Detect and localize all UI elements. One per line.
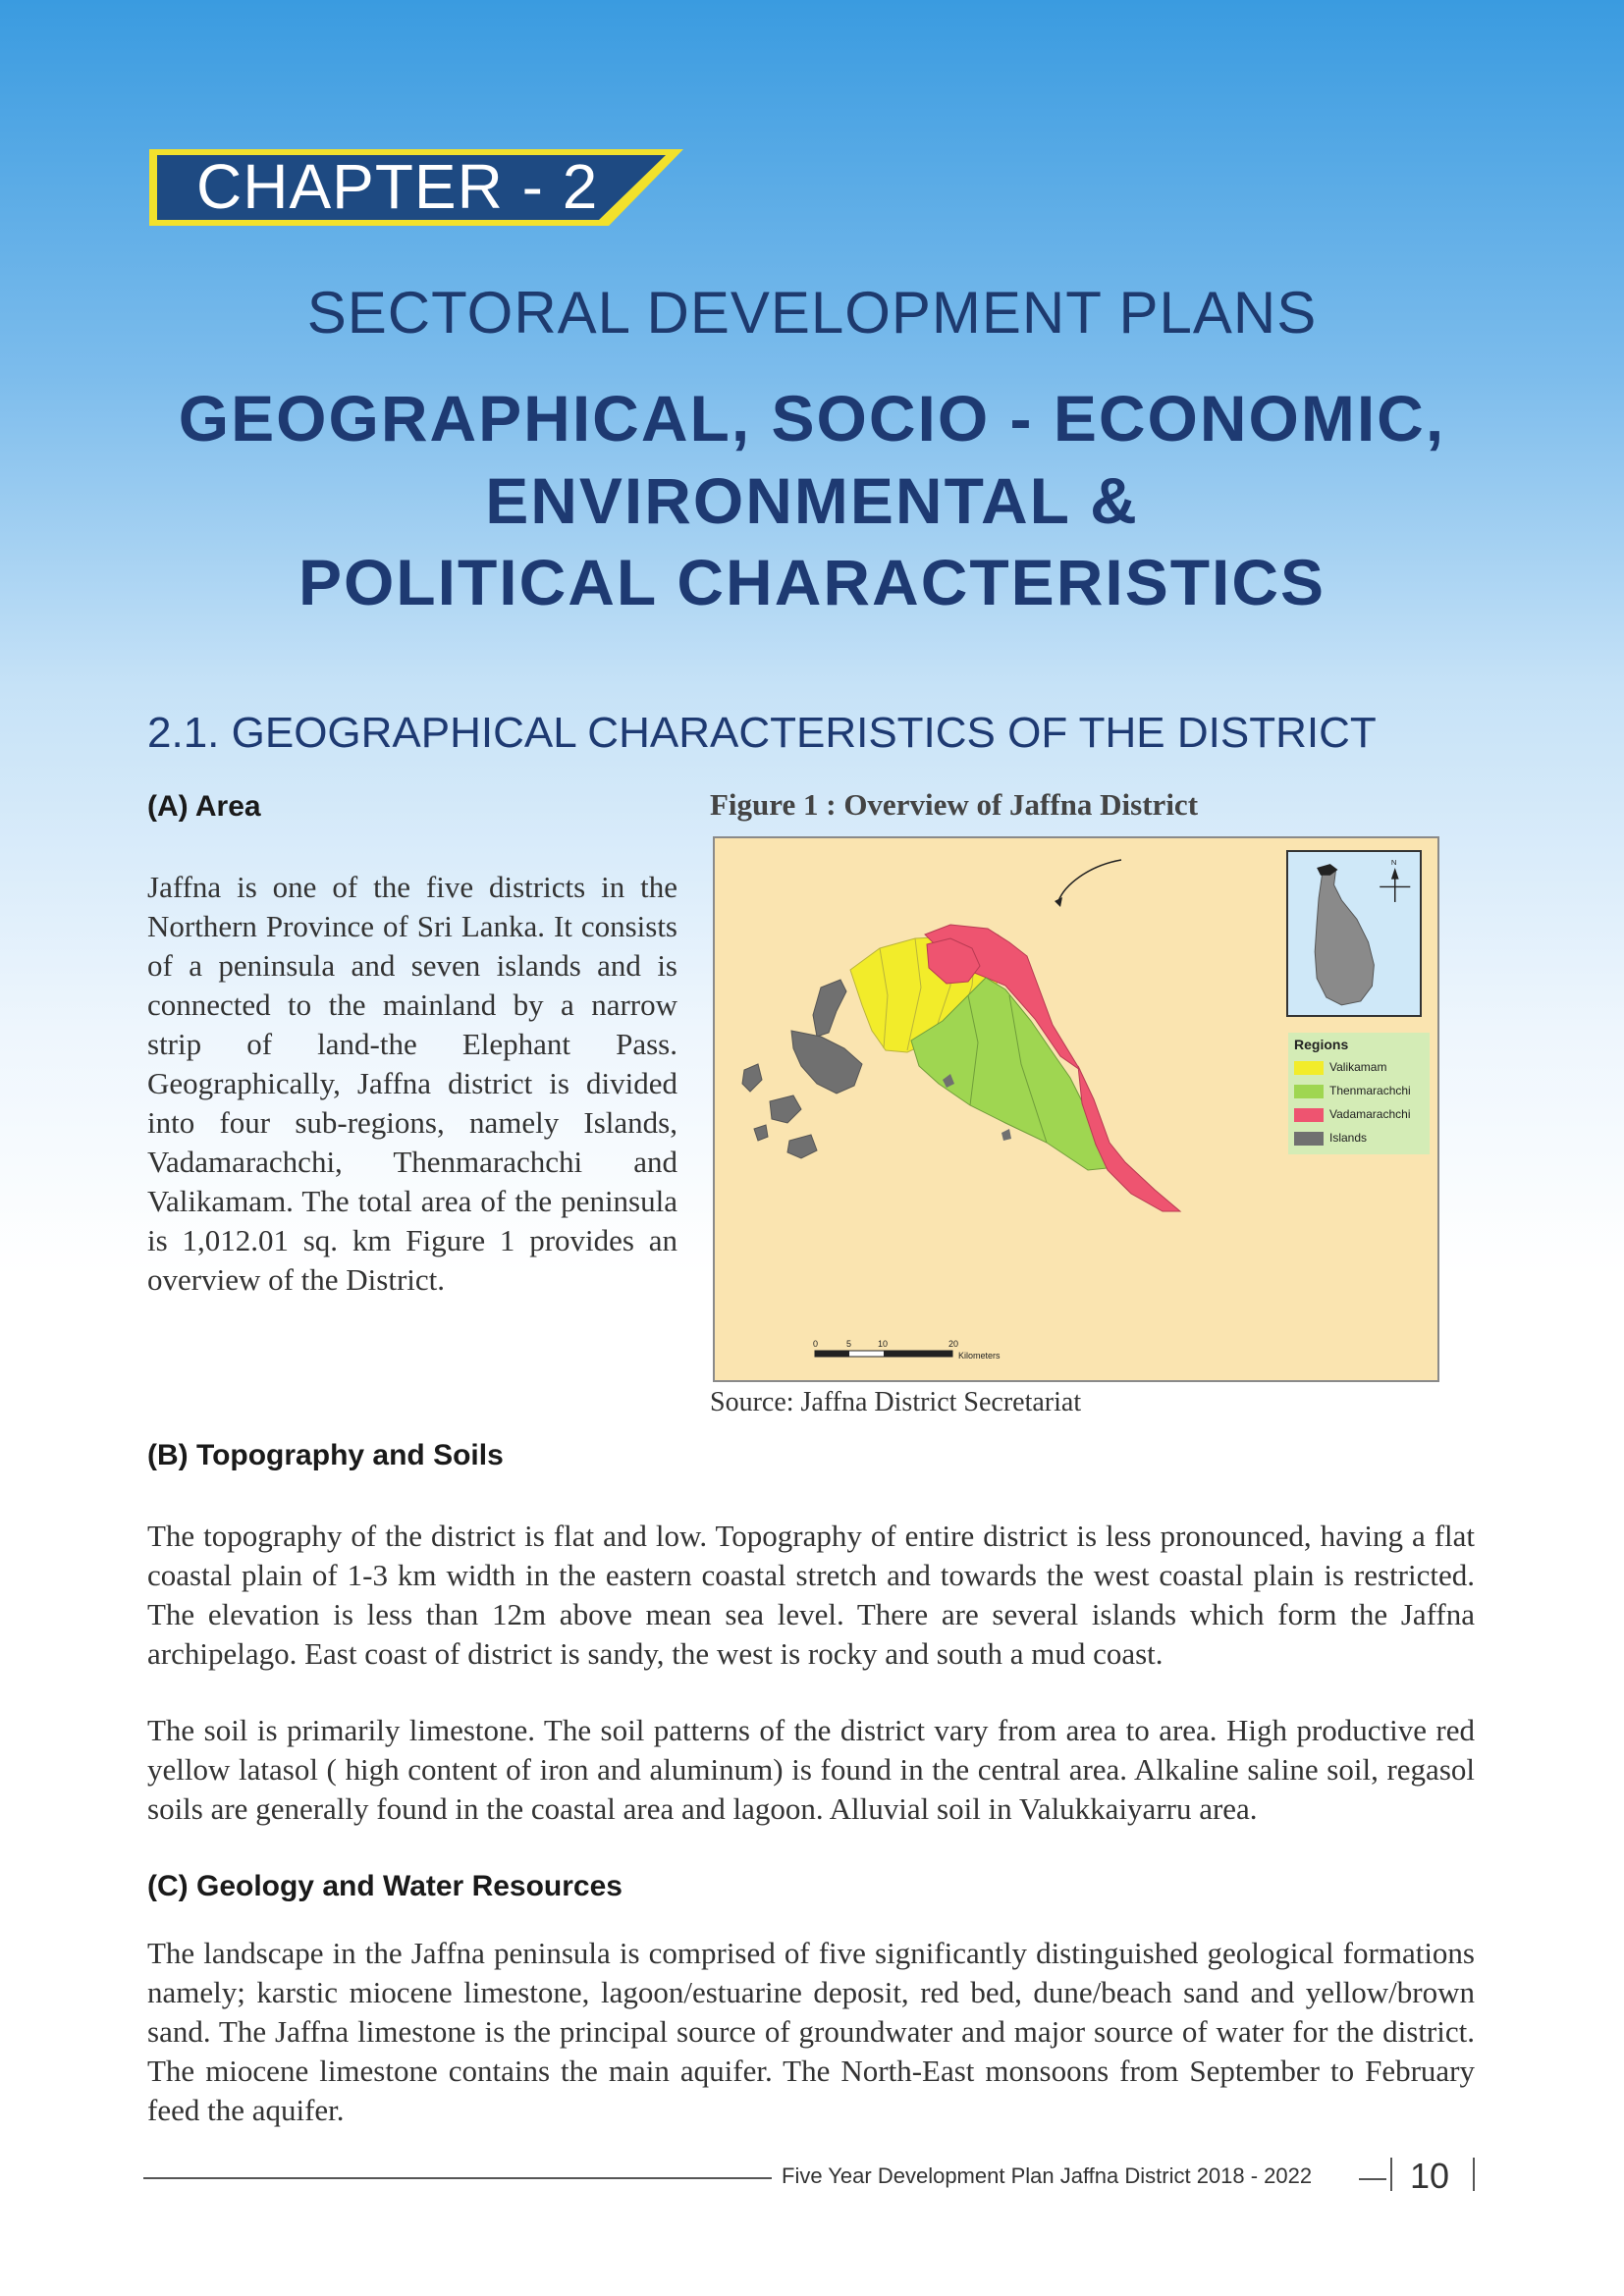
north-arrow-icon — [1391, 868, 1399, 880]
region-islands-5 — [787, 1135, 817, 1158]
geology-heading: (C) Geology and Water Resources — [147, 1870, 623, 1902]
footer-dash — [1359, 2178, 1386, 2180]
sri-lanka-shape — [1315, 870, 1374, 1005]
legend-item-valikamam — [1294, 1060, 1386, 1075]
legend-swatch — [1294, 1132, 1324, 1146]
footer-bar-right — [1473, 2158, 1475, 2191]
scale-unit: Kilometers — [958, 1351, 1001, 1361]
legend-swatch — [1294, 1108, 1324, 1122]
north-label: N — [1390, 858, 1397, 868]
legend-label: Vadamarachchi — [1329, 1107, 1411, 1121]
legend-label: Thenmarachchi — [1329, 1084, 1411, 1097]
region-islands-3 — [742, 1064, 762, 1092]
region-islands-2 — [791, 1031, 862, 1094]
region-islands — [813, 980, 846, 1037]
legend-title: Regions — [1294, 1037, 1349, 1052]
legend-item-thenmarachchi — [1294, 1084, 1411, 1098]
topography-paragraph-2: The soil is primarily limestone. The soil patterns of the district vary from area to area. High productive red yellow latasol ( high content of iron and aluminum) is found in the central area. Alkaline saline soil, regasol soils are generally found in the coastal area and lagoon. Alluvial soil in Valukkaiyarru area. — [147, 1713, 1475, 1826]
topography-heading: (B) Topography and Soils — [147, 1439, 504, 1471]
sectoral-title: SECTORAL DEVELOPMENT PLANS — [306, 280, 1318, 346]
legend-item-vadamarachchi — [1294, 1107, 1411, 1122]
inset-arrow-head — [1055, 897, 1062, 907]
footer-bar-left — [1390, 2158, 1392, 2191]
geology-paragraph: The landscape in the Jaffna peninsula is comprised of five significantly distinguished geological formations namely; karstic miocene limestone, lagoon/estuarine deposit, red bed, dune/beach sand and yellow/brown sand. The Jaffna limestone is the principal source of groundwater and major source of water for the district. The miocene limestone contains the main aquifer. The North-East monsoons from September to February feed the aquifer. — [147, 1936, 1475, 2127]
main-title-line-2: ENVIRONMENTAL & — [485, 464, 1139, 537]
scale-tick-20: 20 — [948, 1339, 959, 1349]
scale-tick-0: 0 — [813, 1339, 819, 1349]
legend-item-islands — [1294, 1131, 1367, 1146]
chapter-label: CHAPTER - 2 — [196, 151, 599, 222]
legend-swatch — [1294, 1061, 1324, 1075]
figure-caption: Figure 1 : Overview of Jaffna District — [710, 787, 1199, 822]
region-islands-6 — [754, 1125, 768, 1141]
region-islands-4 — [770, 1095, 801, 1123]
area-heading: (A) Area — [147, 790, 261, 823]
topography-paragraph-1: The topography of the district is flat and low. Topography of entire district is less pronounced, having a flat coastal plain of 1-3 km width in the eastern coastal stretch and towards the west coastal plain is restricted. The elevation is less than 12m above mean sea level. There are several islands which form the Jaffna archipelago. East coast of district is sandy, the west is rocky and south a mud coast. — [147, 1519, 1475, 1671]
scale-tick-5: 5 — [846, 1339, 852, 1349]
scale-tick-10: 10 — [878, 1339, 889, 1349]
figure-source: Source: Jaffna District Secretariat — [710, 1387, 1082, 1417]
footer-text: Five Year Development Plan Jaffna District 2018 - 2022 — [782, 2163, 1313, 2188]
inset-arrow — [1058, 860, 1121, 901]
section-heading: 2.1. GEOGRAPHICAL CHARACTERISTICS OF THE DISTRICT — [147, 709, 1377, 757]
legend-label: Islands — [1329, 1131, 1368, 1145]
legend-swatch — [1294, 1085, 1324, 1098]
region-vadamarachchi-strip — [1078, 1066, 1180, 1211]
main-title-line-1: GEOGRAPHICAL, SOCIO - ECONOMIC, — [178, 382, 1446, 454]
islet-2 — [1001, 1129, 1011, 1141]
scale-bar — [811, 1337, 1106, 1366]
legend-label: Valikamam — [1329, 1060, 1387, 1074]
footer-rule — [143, 2177, 772, 2179]
area-paragraph: Jaffna is one of the five districts in the Northern Province of Sri Lanka. It consists of a peninsula and seven islands and is connected to the mainland by a narrow strip of land-the Elephant Pass. Geographically, Jaffna district is divided into four sub-regions, namely Islands, Vadamarachchi, Thenmarachchi and Valikamam. The total area of the peninsula is 1,012.01 sq. km Figure 1 provides an overview of the District. — [147, 870, 677, 1297]
page-number: 10 — [1410, 2156, 1450, 2196]
sri-lanka-inset-map — [1286, 850, 1422, 1017]
main-title-line-3: POLITICAL CHARACTERISTICS — [298, 546, 1326, 618]
